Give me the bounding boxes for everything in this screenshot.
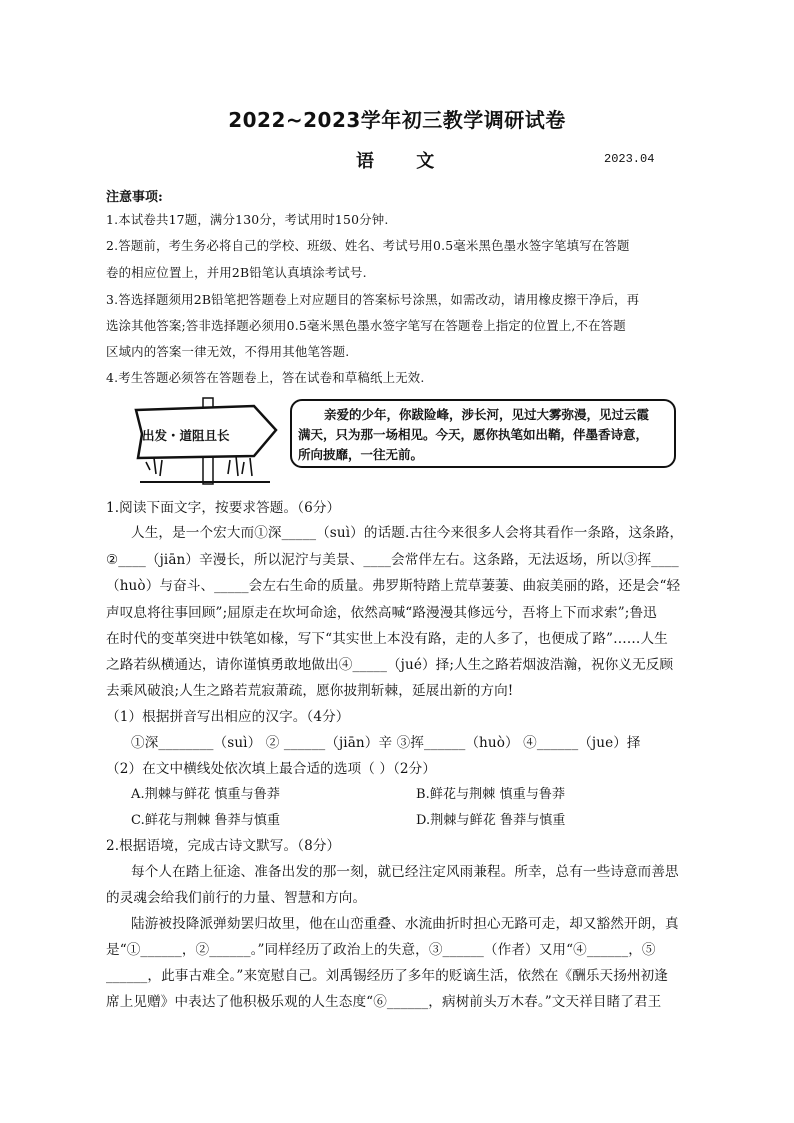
notice-line: 卷的相应位置上，并用2B铅笔认真填涂考试号. bbox=[106, 265, 367, 280]
q2-passage-line: ______，此事古难全。”来宽慰自己。刘禹锡经历了多年的贬谪生活，依然在《酬乐天扬州初逢 bbox=[106, 968, 668, 984]
message-line: 满天，只为那一场相见。今天，愿你执笔如出鞘，伴墨香诗意， bbox=[298, 427, 649, 442]
q1-sub1: （1）根据拼音写出相应的汉字。（4分） bbox=[106, 709, 350, 725]
q2-passage-line: 是“①______，②______。”同样经历了政治上的失意，③______（作者）又用“④______，⑤ bbox=[106, 942, 656, 958]
notice-line: 选涂其他答案;答非选择题必须用0.5毫米黑色墨水签字笔写在答题卷上指定的位置上,不在答题 bbox=[106, 318, 626, 333]
q1-passage-line: 声叹息将往事回顾”;屈原走在坎坷命途，依然高喊“路漫漫其修远兮，吾将上下而求索”;鲁迅 bbox=[106, 605, 657, 621]
notice-line: 4.考生答题必须答在答题卷上，答在试卷和草稿纸上无效. bbox=[106, 370, 425, 385]
q1-passage-line: 在时代的变革突进中铁笔如椽，写下“其实世上本没有路，走的人多了，也便成了路”……人生 bbox=[106, 631, 668, 647]
q1-passage-line: （huò）与奋斗、_____会左右生命的质量。弗罗斯特踏上荒草萋萋、曲寂美丽的路，还是会“轻 bbox=[106, 578, 681, 594]
q2-passage-line: 席上见赠》中表达了他积极乐观的人生态度“⑥______，病树前头万木春。”文天祥目睹了君王 bbox=[106, 994, 662, 1010]
option-b: B.鲜花与荆棘 慎重与鲁莽 bbox=[416, 787, 566, 802]
message-line: 所向披靡，一往无前。 bbox=[298, 447, 424, 462]
q2-passage-line: 陆游被投降派弹劾罢归故里，他在山峦重叠、水流曲折时担心无路可走，却又豁然开朗，真 bbox=[131, 916, 679, 932]
exam-date: 2023.04 bbox=[604, 152, 655, 166]
q1-passage-line: ②____（jiān）辛漫长，所以泥泞与美景、____会常伴左右。这条路，无法返场，所以③挥____ bbox=[106, 552, 679, 568]
q1-sub2: （2）在文中横线处依次填上最合适的选项（ ）（2分） bbox=[106, 761, 437, 777]
option-d: D.荆棘与鲜花 鲁莽与慎重 bbox=[416, 813, 566, 828]
notice-heading: 注意事项: bbox=[106, 190, 163, 205]
q2-heading: 2.根据语境，完成古诗文默写。（8分） bbox=[106, 838, 341, 854]
notice-line: 2.答题前，考生务必将自己的学校、班级、姓名、考试号用0.5毫米黑色墨水签字笔填写在答题 bbox=[106, 238, 630, 253]
notice-line: 1.本试卷共17题，满分130分，考试用时150分钟. bbox=[106, 212, 389, 227]
q1-heading: 1.阅读下面文字，按要求答题。（6分） bbox=[106, 500, 341, 516]
notice-line: 3.答选择题须用2B铅笔把答题卷上对应题目的答案标号涂黑，如需改动，请用橡皮擦干净后，再 bbox=[106, 292, 640, 307]
q1-sub1-blanks: ①深________（suì） ② ______（jiān）辛 ③挥______（huò） ④______（jue）择 bbox=[131, 735, 641, 751]
q1-passage-line: 之路若纵横通达，请你谨慎勇敢地做出④_____（jué）择;人生之路若烟波浩瀚，祝你义无反顾 bbox=[106, 657, 674, 673]
signpost-label: 出发・道阻且长 bbox=[142, 428, 230, 443]
q1-passage-line: 去乘风破浪;人生之路若荒寂萧疏，愿你披荆斩棘，延展出新的方向! bbox=[106, 683, 514, 699]
signpost-graphic bbox=[132, 396, 280, 488]
option-c: C.鲜花与荆棘 鲁莽与慎重 bbox=[131, 813, 281, 828]
notice-line: 区域内的答案一律无效，不得用其他笔答题. bbox=[106, 344, 350, 359]
q1-passage-line: 人生，是一个宏大而①深_____（suì）的话题.古往今来很多人会将其看作一条路，这条路， bbox=[131, 525, 684, 541]
subject-label: 语 文 bbox=[356, 151, 453, 172]
q2-passage-line: 每个人在踏上征途、准备出发的那一刻，就已经注定风雨兼程。所幸，总有一些诗意而善思 bbox=[131, 864, 679, 880]
exam-title: 2022~2023学年初三教学调研试卷 bbox=[228, 108, 566, 132]
message-line: 亲爱的少年，你跋险峰，涉长河，见过大雾弥漫，见过云霞 bbox=[324, 407, 650, 422]
q2-passage-line: 的灵魂会给我们前行的力量、智慧和方向。 bbox=[106, 890, 367, 906]
message-bubble bbox=[290, 399, 676, 468]
option-a: A.荆棘与鲜花 慎重与鲁莽 bbox=[131, 787, 280, 802]
